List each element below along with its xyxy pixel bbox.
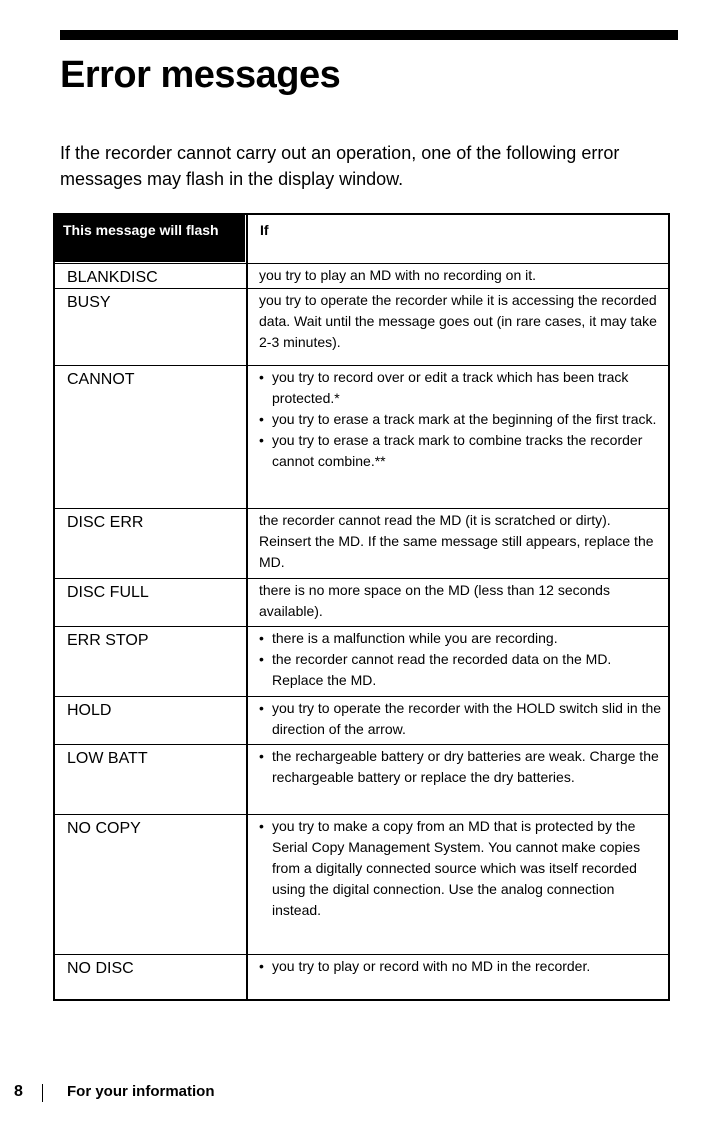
error-condition xyxy=(259,698,662,740)
table-row xyxy=(55,626,668,696)
condition-bullet: • you try to operate the recorder with the HOLD switch slid in the direction of the arrow. xyxy=(259,700,662,737)
condition-bullet: • the rechargeable battery or dry batteries are weak. Charge the rechargeable battery or replace the dry batteries. xyxy=(259,748,659,785)
error-code: DISC FULL xyxy=(67,584,149,601)
table-row xyxy=(55,365,668,508)
error-code: LOW BATT xyxy=(67,750,148,767)
error-messages-table xyxy=(53,213,670,1001)
condition-bullet: • the recorder cannot read the recorded data on the MD. Replace the MD. xyxy=(259,651,612,688)
table-row xyxy=(55,954,668,1002)
error-condition xyxy=(259,628,662,691)
condition-bullet: • you try to play or record with no MD in the recorder. xyxy=(259,958,591,974)
page-number: 8 xyxy=(14,1083,23,1100)
error-code: BLANKDISC xyxy=(67,269,158,286)
error-condition: you try to play an MD with no recording on it. xyxy=(259,267,537,283)
table-row xyxy=(55,263,668,288)
footer-divider xyxy=(42,1084,43,1102)
condition-bullet: • you try to make a copy from an MD that is protected by the Serial Copy Management System. You cannot make copies from a digitally connected source which was itself recorded using the digital connection. Use the analog connection instead. xyxy=(259,818,641,918)
header-condition: If xyxy=(260,222,269,238)
error-condition: there is no more space on the MD (less than 12 seconds available). xyxy=(259,582,610,619)
error-condition: the recorder cannot read the MD (it is scratched or dirty). Reinsert the MD. If the same message still appears, replace the MD. xyxy=(259,512,654,570)
error-condition xyxy=(259,816,662,921)
condition-bullet: • you try to erase a track mark to combine tracks the recorder cannot combine.** xyxy=(259,432,643,469)
error-code: NO COPY xyxy=(67,820,141,837)
error-condition xyxy=(259,746,662,788)
table-row xyxy=(55,288,668,365)
error-condition: you try to operate the recorder while it is accessing the recorded data. Wait until the message goes out (in rare cases, it may take 2-3 minutes). xyxy=(259,292,657,350)
table-row xyxy=(55,696,668,744)
error-code: BUSY xyxy=(67,294,111,311)
section-name: For your information xyxy=(67,1083,215,1100)
table-row xyxy=(55,744,668,814)
page-title: Error messages xyxy=(60,54,341,96)
error-code: HOLD xyxy=(67,702,112,719)
condition-bullet: • you try to erase a track mark at the beginning of the first track. xyxy=(259,411,657,427)
table-row xyxy=(55,578,668,626)
error-code: ERR STOP xyxy=(67,632,149,649)
error-code: CANNOT xyxy=(67,371,135,388)
intro-paragraph: If the recorder cannot carry out an operation, one of the following error messages may flash in the display window. xyxy=(60,143,620,189)
header-message: This message will flash xyxy=(55,215,245,262)
condition-bullet: • there is a malfunction while you are recording. xyxy=(259,630,558,646)
table-row xyxy=(55,508,668,578)
error-condition xyxy=(259,367,662,472)
condition-bullet: • you try to record over or edit a track which has been track protected.* xyxy=(259,369,629,406)
error-code: NO DISC xyxy=(67,960,134,977)
error-condition xyxy=(259,956,662,977)
error-code: DISC ERR xyxy=(67,514,144,531)
top-rule xyxy=(60,30,678,40)
table-row xyxy=(55,814,668,954)
